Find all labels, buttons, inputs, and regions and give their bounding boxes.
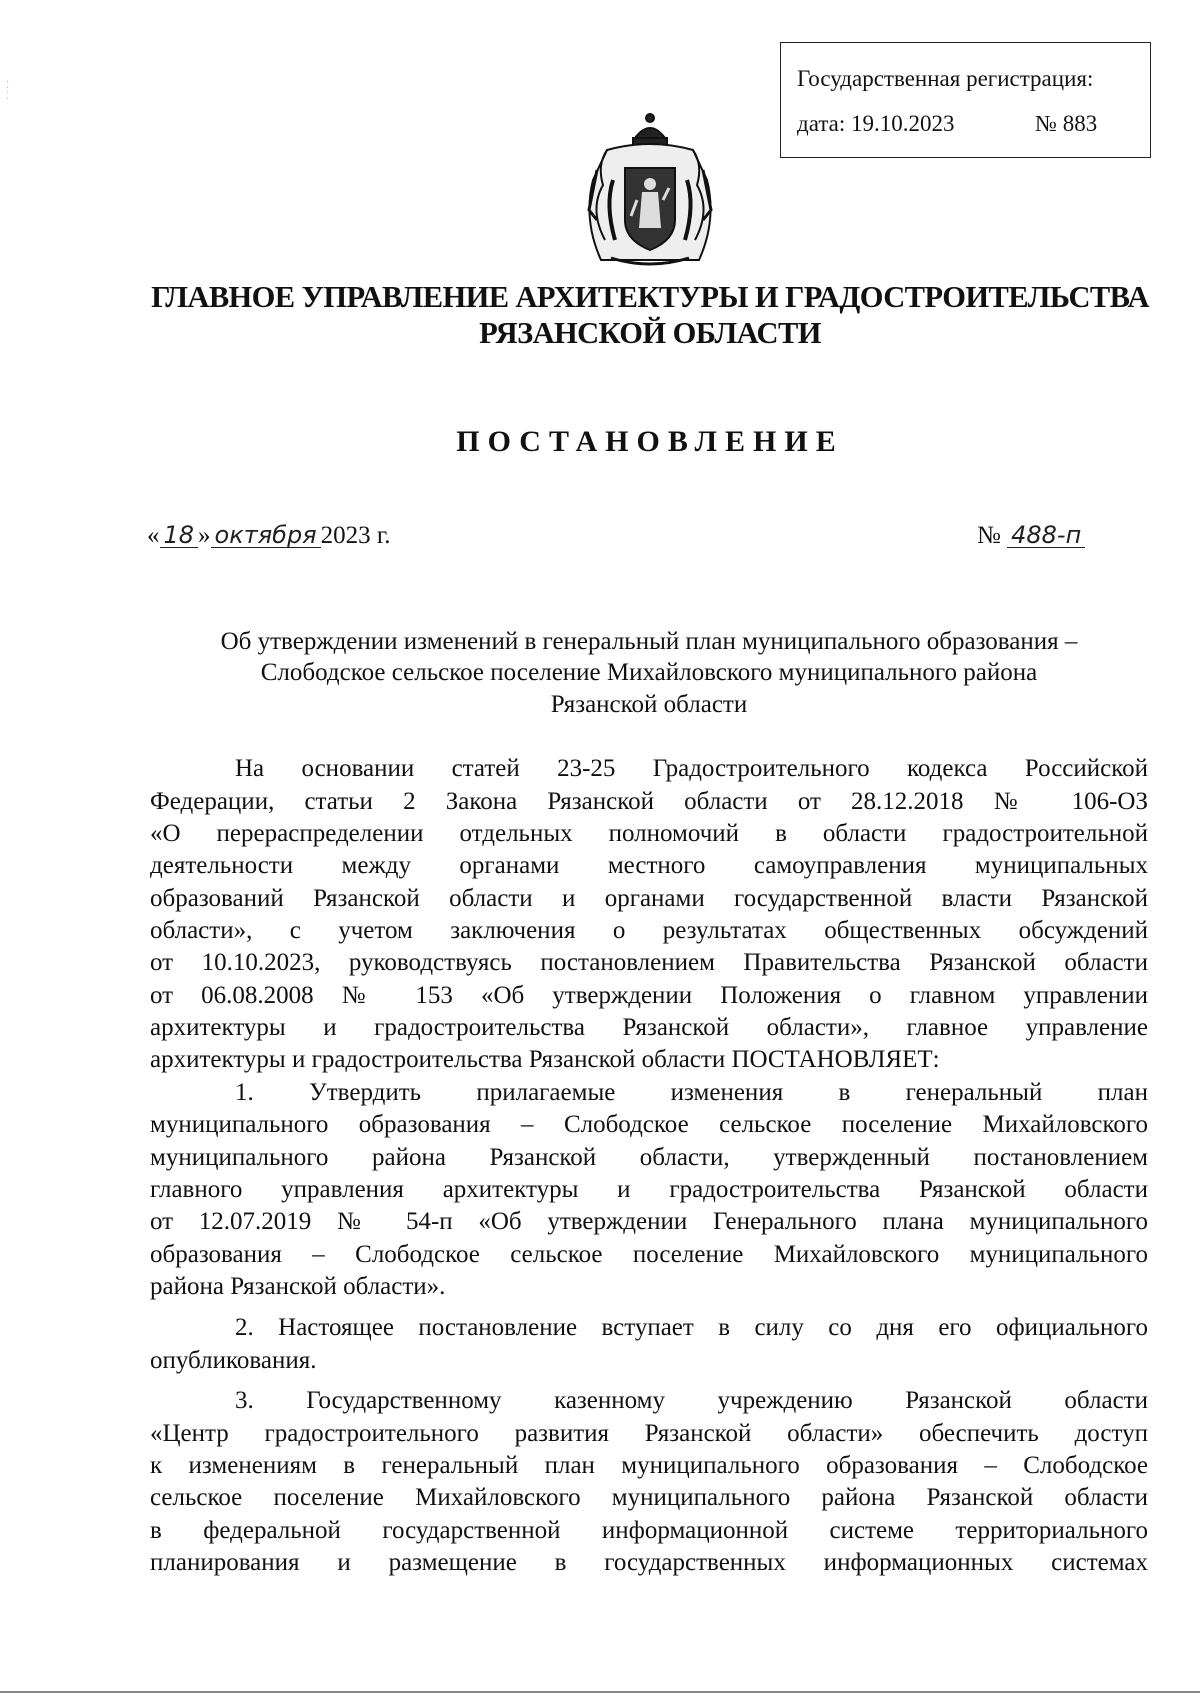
preamble-line: Федерации, статьи 2 Закона Рязанской области от 28.12.2018 № 106-ОЗ [150, 788, 1148, 815]
item-3-line: в федеральной государственной информационной системе территориального [150, 1517, 1148, 1544]
preamble-line: области», с учетом заключения о результатах общественных обсуждений [150, 917, 1148, 944]
item-3-line: планирования и размещение в государственных информационных системах [150, 1549, 1148, 1576]
item-3-line: «Центр градостроительного развития Рязанской области» обеспечить доступ [150, 1420, 1148, 1447]
preamble-line: архитектуры и градостроительства Рязанской области», главное управление [150, 1014, 1148, 1041]
registration-date: дата: 19.10.2023 [797, 111, 955, 136]
document-date [147, 523, 391, 548]
registration-title: Государственная регистрация: [797, 66, 1094, 91]
ryazan-coat-of-arms-icon [567, 110, 733, 272]
preamble-line: «О перераспределении отдельных полномочий в области градостроительной [150, 820, 1148, 847]
preamble-line: На основании статей 23-25 Градостроительного кодекса Российской [235, 755, 1148, 782]
preamble-line: деятельности между органами местного самоуправления муниципальных [150, 852, 1148, 879]
number-value: 488-п [1007, 523, 1085, 548]
agency-name-line-1: ГЛАВНОЕ УПРАВЛЕНИЕ АРХИТЕКТУРЫ И ГРАДОСТРОИТЕЛЬСТВА [151, 280, 1149, 314]
item-1-line: главного управления архитектуры и градостроительства Рязанской области [150, 1176, 1148, 1203]
preamble-line: от 10.10.2023, руководствуясь постановлением Правительства Рязанской области [150, 949, 1148, 976]
subject-line: Слободское сельское поселение Михайловского муниципального района [260, 659, 1038, 686]
date-month: октября [211, 523, 321, 548]
document-number [977, 523, 1085, 548]
document-type: ПОСТАНОВЛЕНИЕ [456, 425, 844, 458]
date-open-quote: « [147, 522, 160, 549]
item-1-line: муниципального района Рязанской области, утвержденный постановлением [150, 1144, 1148, 1171]
item-3-line: сельское поселение Михайловского муниципального района Рязанской области [150, 1484, 1148, 1511]
number-prefix: № [977, 522, 1001, 549]
registration-number: № 883 [1035, 111, 1098, 136]
item-3-line: 3. Государственному казенному учреждению Рязанской области [235, 1387, 1148, 1414]
subject-line: Об утверждении изменений в генеральный план муниципального образования – [220, 628, 1078, 655]
date-year: 2023 г. [320, 522, 391, 549]
preamble-line: образований Рязанской области и органами государственной власти Рязанской [150, 885, 1148, 912]
item-1-line: муниципального образования – Слободское сельское поселение Михайловского [150, 1111, 1148, 1138]
item-1-line: 1. Утвердить прилагаемые изменения в генеральный план [235, 1079, 1148, 1106]
registration-stamp [780, 42, 1151, 158]
item-1-line: от 12.07.2019 № 54-п «Об утверждении Генерального плана муниципального [150, 1208, 1148, 1235]
date-close-quote: » [198, 522, 211, 549]
date-day: 18 [160, 523, 199, 548]
item-2-line: 2. Настоящее постановление вступает в силу со дня его официального [235, 1314, 1148, 1341]
agency-name-line-2: РЯЗАНСКОЙ ОБЛАСТИ [479, 316, 821, 350]
item-2-line: опубликования. [150, 1347, 317, 1374]
item-3-line: к изменениям в генеральный план муниципального образования – Слободское [150, 1452, 1148, 1479]
preamble-line: от 06.08.2008 № 153 «Об утверждении Положения о главном управлении [150, 982, 1148, 1009]
item-1-line: района Рязанской области». [150, 1273, 446, 1300]
scan-bottom-edge [0, 1691, 1200, 1693]
item-1-line: образования – Слободское сельское поселение Михайловского муниципального [150, 1241, 1148, 1268]
subject-line: Рязанской области [550, 691, 748, 718]
preamble-line: архитектуры и градостроительства Рязанской области ПОСТАНОВЛЯЕТ: [150, 1046, 940, 1073]
scan-margin-marks: ⁚ ⁚ [6, 80, 10, 102]
